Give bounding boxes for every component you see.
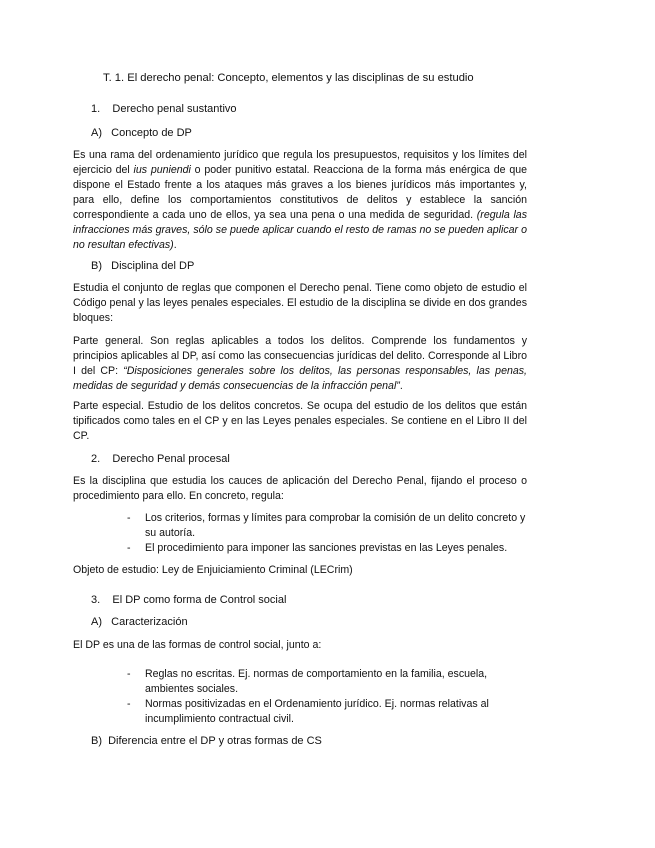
list-item-text: Reglas no escritas. Ej. normas de comportamiento en la familia, escuela, ambientes sociales.	[145, 668, 488, 695]
paragraph-end: .	[173, 239, 177, 251]
bullet-dash: -	[127, 698, 131, 710]
section-3b-heading: B) Diferencia entre el DP y otras formas de CS	[91, 735, 322, 747]
section-2-paragraph: Es la disciplina que estudia los cauces de aplicación del Derecho Penal, fijando el proceso o procedimiento para ello. En concreto, regula:	[73, 475, 527, 502]
list-item-text: Normas positivizadas en el Ordenamiento jurídico. Ej. normas relativas al incumplimiento contractual civil.	[145, 698, 489, 725]
latin-term: ius puniendi	[133, 164, 191, 176]
list-item	[127, 511, 527, 541]
list-item-text: Los criterios, formas y límites para comprobar la comisión de un delito concreto y su autoría.	[145, 512, 526, 539]
list-item	[127, 541, 527, 556]
section-3a-heading: A) Caracterización	[91, 616, 188, 628]
bullet-dash: -	[127, 542, 131, 554]
quoted-title: “Disposiciones generales sobre los delitos, las personas responsables, las penas, medidas de seguridad y demás consecuencias de la infracción penal”	[73, 365, 527, 392]
section-1a-paragraph	[73, 148, 527, 253]
section-3a-paragraph: El DP es una de las formas de control social, junto a:	[73, 639, 322, 651]
parte-especial-paragraph: Parte especial. Estudio de los delitos concretos. Se ocupa del estudio de los delitos que están tipificados como tales en el CP y en las Leyes penales especiales. Se contiene en el Libro II del CP.	[73, 400, 527, 442]
bullet-dash: -	[127, 512, 131, 524]
section-3-list	[127, 667, 527, 727]
section-1b-paragraph: Estudia el conjunto de reglas que componen el Derecho penal. Tiene como objeto de estudio el Código penal y las leyes penales especiales. El estudio de la disciplina se divide en dos grandes bloques:	[73, 282, 527, 324]
list-item	[127, 697, 527, 727]
section-1-heading: 1. Derecho penal sustantivo	[91, 103, 237, 115]
paragraph-text: o poder punitivo estatal. Reacciona de la forma más enérgica de que dispone el Estado frente a los ataques más graves a los bienes jurídicos más importantes y, para ello, define los comportamientos constitutivos de delitos y establece la sanción correspondiente a cada uno de ellos, ya sea una pena o una medida de seguridad.	[73, 164, 528, 221]
section-2-heading: 2. Derecho Penal procesal	[91, 453, 230, 465]
paragraph-text: Parte general. Son reglas aplicables a todos los delitos. Comprende los fundamentos y principios aplicables al DP, así como las consecuencias jurídicas del delito. Corresponde al Libro I del CP:	[73, 335, 527, 377]
section-1b-heading: B) Disciplina del DP	[91, 260, 195, 272]
objeto-de-estudio: Objeto de estudio: Ley de Enjuiciamiento Criminal (LECrim)	[73, 564, 353, 576]
list-item	[127, 667, 527, 697]
list-item-text: El procedimiento para imponer las sanciones previstas en las Leyes penales.	[145, 542, 508, 554]
parte-general-paragraph	[73, 334, 527, 394]
section-2-list	[127, 511, 527, 556]
section-3-heading: 3. El DP como forma de Control social	[91, 594, 287, 606]
parenthetical-note: (regula las infracciones más graves, sólo se puede aplicar cuando el resto de ramas no se pueden aplicar o no resultan efectivas)	[73, 209, 527, 251]
paragraph-end: .	[399, 380, 403, 392]
paragraph-text: Es una rama del ordenamiento jurídico que regula los presupuestos, requisitos y los límites del ejercicio del	[73, 149, 527, 176]
bullet-dash: -	[127, 668, 131, 680]
section-1a-heading: A) Concepto de DP	[91, 127, 192, 139]
document-title: T. 1. El derecho penal: Concepto, elementos y las disciplinas de su estudio	[103, 72, 474, 84]
